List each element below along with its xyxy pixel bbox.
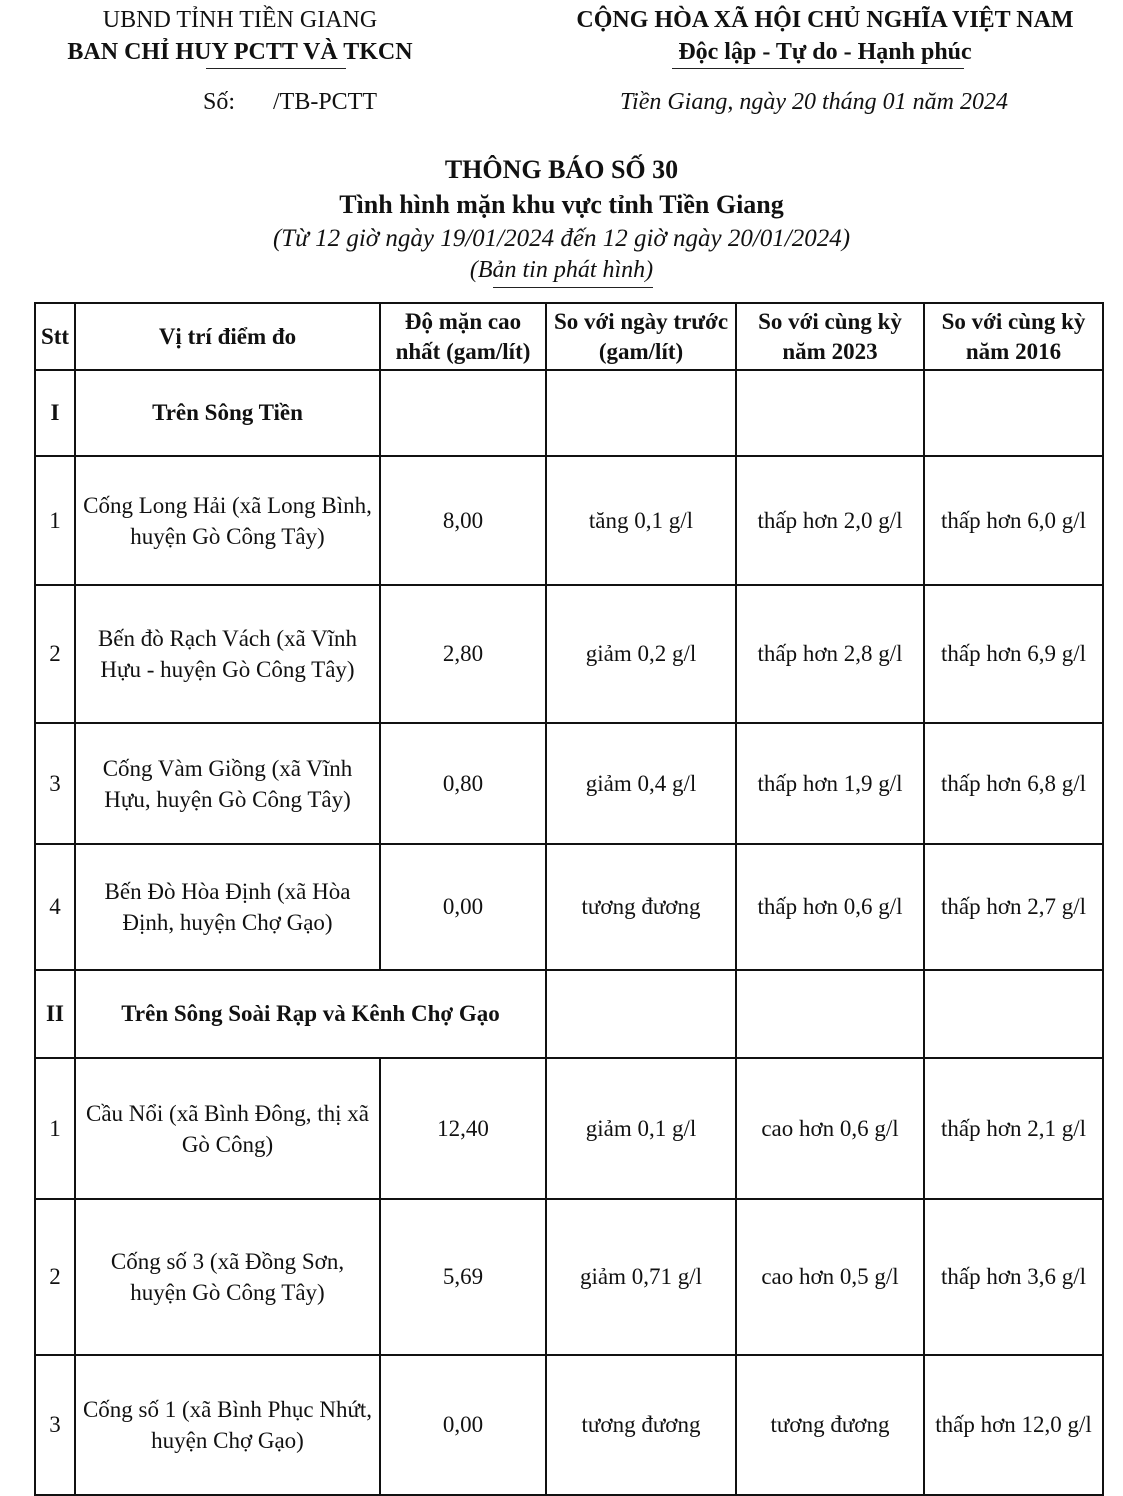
row-stt: 2: [35, 585, 75, 723]
table-header-row: [35, 303, 1103, 370]
row-y2016: thấp hơn 6,9 g/l: [924, 585, 1103, 723]
section-row: [35, 370, 1103, 456]
notice-title: [0, 153, 1123, 285]
row-stt: 3: [35, 723, 75, 844]
row-y2023: thấp hơn 1,9 g/l: [736, 723, 924, 844]
command-board: BAN CHỈ HUY PCTT VÀ TKCN: [67, 39, 413, 65]
row-salinity: 8,00: [380, 456, 546, 585]
motto: Độc lập - Tự do - Hạnh phúc: [678, 39, 972, 65]
header-y2023: So với cùng kỳ năm 2023: [736, 303, 924, 370]
row-prev-day: giảm 0,4 g/l: [546, 723, 736, 844]
header-prev-day: So với ngày trước (gam/lít): [546, 303, 736, 370]
row-salinity: 0,00: [380, 1355, 546, 1495]
row-salinity: 0,00: [380, 844, 546, 970]
table-row: [35, 456, 1103, 585]
empty-cell: [380, 370, 546, 456]
table-row: [35, 1058, 1103, 1199]
row-location: Bến Đò Hòa Định (xã Hòa Định, huyện Chợ Gạo): [75, 844, 380, 970]
header-salinity: Độ mặn cao nhất (gam/lít): [380, 303, 546, 370]
row-location: Cống số 3 (xã Đồng Sơn, huyện Gò Công Tây): [75, 1199, 380, 1355]
notice-number: THÔNG BÁO SỐ 30: [444, 155, 679, 184]
row-y2023: thấp hơn 2,0 g/l: [736, 456, 924, 585]
row-stt: 1: [35, 1058, 75, 1199]
table-row: [35, 1199, 1103, 1355]
section-title: Trên Sông Soài Rạp và Kênh Chợ Gạo: [75, 970, 546, 1058]
row-prev-day: tương đương: [546, 844, 736, 970]
section-stt: I: [35, 370, 75, 456]
row-y2016: thấp hơn 2,7 g/l: [924, 844, 1103, 970]
row-prev-day: giảm 0,1 g/l: [546, 1058, 736, 1199]
row-y2023: thấp hơn 2,8 g/l: [736, 585, 924, 723]
row-y2016: thấp hơn 3,6 g/l: [924, 1199, 1103, 1355]
row-y2016: thấp hơn 6,8 g/l: [924, 723, 1103, 844]
title-underline: [493, 287, 653, 288]
agency-underline: [206, 68, 346, 69]
number-label: Số:: [203, 89, 236, 115]
empty-cell: [736, 370, 924, 456]
row-prev-day: tăng 0,1 g/l: [546, 456, 736, 585]
section-title: Trên Sông Tiền: [75, 370, 380, 456]
notice-period: (Từ 12 giờ ngày 19/01/2024 đến 12 giờ ngày 20/01/2024): [272, 225, 851, 252]
row-y2016: thấp hơn 6,0 g/l: [924, 456, 1103, 585]
row-y2023: cao hơn 0,6 g/l: [736, 1058, 924, 1199]
country-name: CỘNG HÒA XÃ HỘI CHỦ NGHĨA VIỆT NAM: [576, 7, 1074, 33]
row-prev-day: giảm 0,71 g/l: [546, 1199, 736, 1355]
row-stt: 2: [35, 1199, 75, 1355]
row-salinity: 0,80: [380, 723, 546, 844]
table-row: [35, 844, 1103, 970]
row-stt: 4: [35, 844, 75, 970]
row-stt: 3: [35, 1355, 75, 1495]
header-y2016: So với cùng kỳ năm 2016: [924, 303, 1103, 370]
row-y2016: thấp hơn 2,1 g/l: [924, 1058, 1103, 1199]
table-row: [35, 723, 1103, 844]
header-location: Vị trí điểm đo: [75, 303, 380, 370]
section-stt: II: [35, 970, 75, 1058]
table-row: [35, 585, 1103, 723]
row-stt: 1: [35, 456, 75, 585]
motto-underline: [672, 68, 964, 69]
place-date: Tiền Giang, ngày 20 tháng 01 năm 2024: [620, 89, 1008, 115]
empty-cell: [924, 370, 1103, 456]
section-row: [35, 970, 1103, 1058]
national-motto: [545, 4, 1105, 68]
document-number: [203, 89, 377, 116]
header-stt: Stt: [35, 303, 75, 370]
row-y2016: thấp hơn 12,0 g/l: [924, 1355, 1103, 1495]
issuing-agency: [60, 4, 420, 68]
row-prev-day: giảm 0,2 g/l: [546, 585, 736, 723]
row-y2023: cao hơn 0,5 g/l: [736, 1199, 924, 1355]
empty-cell: [546, 970, 736, 1058]
row-location: Cầu Nổi (xã Bình Đông, thị xã Gò Công): [75, 1058, 380, 1199]
notice-type: (Bản tin phát hình): [469, 257, 654, 283]
empty-cell: [546, 370, 736, 456]
empty-cell: [924, 970, 1103, 1058]
table-row: [35, 1355, 1103, 1495]
row-location: Cống Long Hải (xã Long Bình, huyện Gò Công Tây): [75, 456, 380, 585]
empty-cell: [736, 970, 924, 1058]
row-location: Cống Vàm Giồng (xã Vĩnh Hựu, huyện Gò Công Tây): [75, 723, 380, 844]
row-location: Bến đò Rạch Vách (xã Vĩnh Hựu - huyện Gò Công Tây): [75, 585, 380, 723]
row-prev-day: tương đương: [546, 1355, 736, 1495]
row-location: Cống số 1 (xã Bình Phục Nhứt, huyện Chợ Gạo): [75, 1355, 380, 1495]
row-y2023: thấp hơn 0,6 g/l: [736, 844, 924, 970]
number-code: /TB-PCTT: [273, 89, 378, 115]
row-salinity: 5,69: [380, 1199, 546, 1355]
row-salinity: 2,80: [380, 585, 546, 723]
row-y2023: tương đương: [736, 1355, 924, 1495]
province-committee: UBND TỈNH TIỀN GIANG: [102, 7, 378, 33]
notice-subject: Tình hình mặn khu vực tỉnh Tiền Giang: [339, 190, 784, 219]
row-salinity: 12,40: [380, 1058, 546, 1199]
salinity-table: [34, 302, 1104, 1496]
